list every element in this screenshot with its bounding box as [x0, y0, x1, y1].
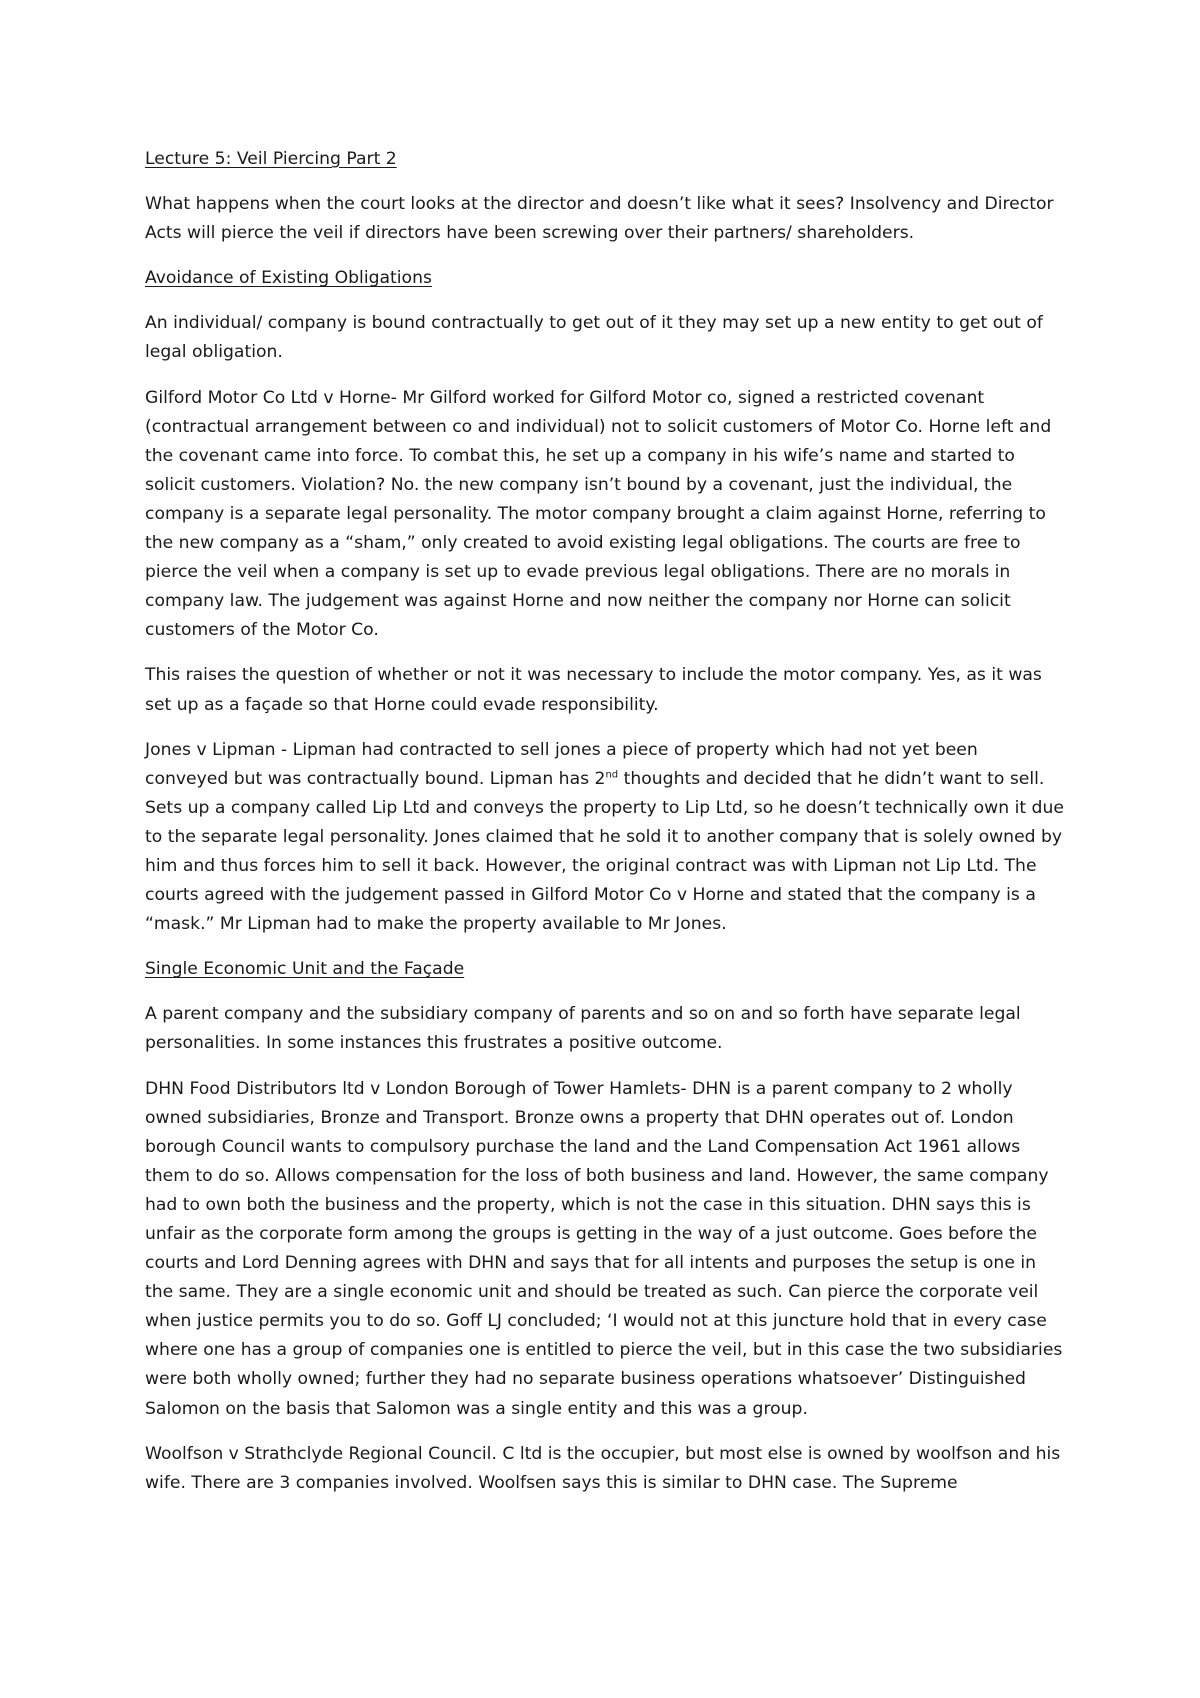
jones-lipman-text-end: thoughts and decided that he didn’t want to sell. Sets up a company called Lip Ltd and conveys the property to Lip Ltd, so he doesn’t technically own it due to the separate legal personality. Jones claimed that he sold it to another company that is solely owned by him and thus forces him to sell it back. However, the original contract was with Lipman not Lip Ltd. The courts agreed with the judgement passed in Gilford Motor Co v Horne and stated that the company is a “mask.” Mr Lipman had to make the property available to Mr Jones. — [145, 768, 1064, 935]
paragraph-woolfson: Woolfson v Strathclyde Regional Council. C ltd is the occupier, but most else is owned by woolfson and his wife. There are 3 companies involved. Woolfsen says this is similar to DHN case. The Supreme — [145, 1443, 1061, 1493]
ordinal-superscript: nd — [605, 768, 619, 780]
paragraph-parent-subsidiary: A parent company and the subsidiary company of parents and so on and so forth have separate legal personalities. In some instances this frustrates a positive outcome. — [145, 1004, 1021, 1054]
jones-lipman-text-start: Jones v Lipman - Lipman had contracted to sell jones a piece of property which had not yet been conveyed but was contractually bound. Lipman has 2 — [145, 739, 978, 789]
paragraph-facade-question: This raises the question of whether or not it was necessary to include the motor company. Yes, as it was set up as a façade so that Horne could evade responsibility. — [145, 665, 1042, 715]
paragraph-dhn-food: DHN Food Distributors ltd v London Borough of Tower Hamlets- DHN is a parent company to 2 wholly owned subsidiaries, Bronze and Transport. Bronze owns a property that DHN operates out of. London borough Council wants to compulsory purchase the land and the Land Compensation Act 1961 allows them to do so. Allows compensation for the loss of both business and land. However, the same company had to own both the business and the property, which is not the case in this situation. DHN says this is unfair as the corporate form among the groups is getting in the way of a just outcome. Goes before the courts and Lord Denning agrees with DHN and says that for all intents and purposes the setup is one in the same. They are a single economic unit and should be treated as such. Can pierce the corporate veil when justice permits you to do so. Goff LJ concluded; ‘I would not at this juncture hold that in every case where one has a group of companies one is entitled to pierce the veil, but in this case the two subsidiaries were both wholly owned; further they had no separate business operations whatsoever’ Distinguished Salomon on the basis that Salomon was a single entity and this was a group. — [145, 1078, 1063, 1419]
paragraph-jones-lipman — [145, 736, 1065, 940]
paragraph-gilford-motor: Gilford Motor Co Ltd v Horne- Mr Gilford worked for Gilford Motor co, signed a restricted covenant (contractual arrangement between co and individual) not to solicit customers of Motor Co. Horne left and the covenant came into force. To combat this, he set up a company in his wife’s name and started to solicit customers. Violation? No. the new company isn’t bound by a covenant, just the individual, the company is a separate legal personality. The motor company brought a claim against Horne, referring to the new company as a “sham,” only created to avoid existing legal obligations. The courts are free to pierce the veil when a company is set up to evade previous legal obligations. There are no morals in company law. The judgement was against Horne and now neither the company nor Horne can solicit customers of the Motor Co. — [145, 387, 1052, 641]
section-heading-single-economic-unit: Single Economic Unit and the Façade — [145, 959, 465, 980]
paragraph-individual-company: An individual/ company is bound contractually to get out of it they may set up a new entity to get out of legal obligation. — [145, 313, 1043, 363]
section-heading-avoidance: Avoidance of Existing Obligations — [145, 268, 432, 289]
intro-paragraph: What happens when the court looks at the director and doesn’t like what it sees? Insolvency and Director Acts will pierce the veil if directors have been screwing over their partners/ shareholders. — [145, 194, 1054, 244]
document-body — [145, 145, 1065, 1514]
document-title: Lecture 5: Veil Piercing Part 2 — [145, 149, 397, 169]
